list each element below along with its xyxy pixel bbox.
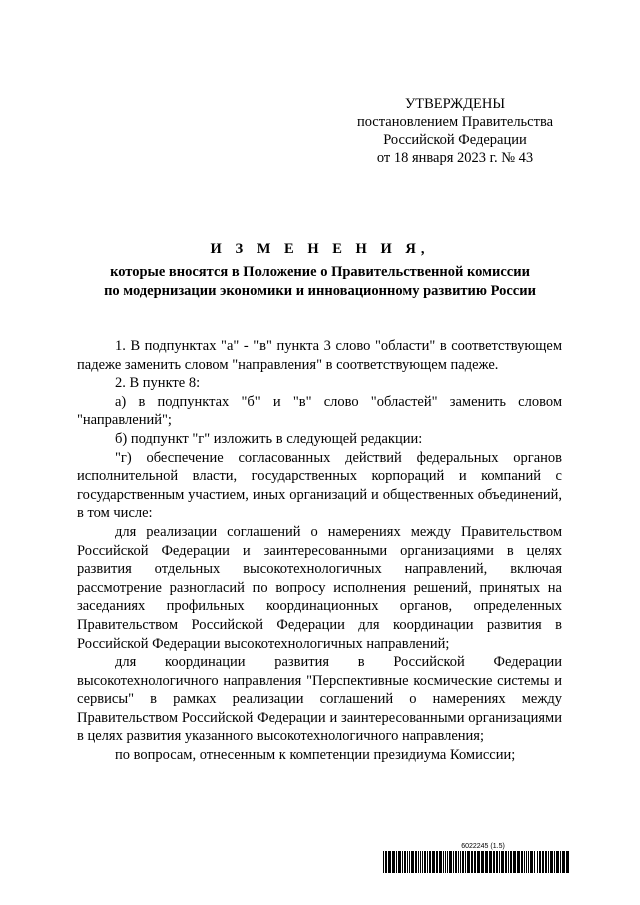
approval-authority: Российской Федерации bbox=[383, 132, 527, 148]
subtitle-line-1: которые вносятся в Положение о Правительственной комиссии bbox=[110, 264, 530, 280]
paragraph-7: для координации развития в Российской Федерации высокотехнологичного направления "Перспективные космические системы и сервисы" в рамках реализации соглашений о намерениях между Правительством Российской Федерации и заинтересованными организациями в целях развития указанного высокотехнологичного направления; bbox=[77, 654, 562, 745]
paragraph-8: по вопросам, отнесенным к компетенции президиума Комиссии; bbox=[115, 747, 516, 764]
subtitle-line-2: по модернизации экономики и инновационному развитию России bbox=[104, 282, 536, 299]
barcode-block bbox=[383, 842, 570, 873]
paragraph-5: "г) обеспечение согласованных действий федеральных органов исполнительной власти, государственных корпораций и компаний с государственным участием, иных организаций и общественных объединений, в том числе: bbox=[77, 449, 562, 522]
document-title: И З М Е Н Е Н И Я, bbox=[210, 241, 430, 257]
approval-date-number: от 18 января 2023 г. № 43 bbox=[376, 150, 534, 166]
approval-stamp bbox=[340, 95, 570, 167]
paragraph-6: для реализации соглашений о намерениях между Правительством Российской Федерации и заинтересованными организациями в целях развития отдельных высокотехнологичных направлений, включая рассмотрение разногласий по вопросу исполнения решений, принятых на заседаниях профильных координационных органов, определенных Правительством Российской Федерации для координации развития в Российской Федерации высокотехнологичных направлений; bbox=[77, 523, 562, 652]
approval-resolution: постановлением Правительства bbox=[356, 114, 554, 130]
barcode-image bbox=[383, 851, 570, 873]
approval-heading: УТВЕРЖДЕНЫ bbox=[404, 96, 506, 112]
document-subtitle bbox=[60, 263, 580, 300]
paragraph-3: а) в подпунктах "б" и "в" слово "областей" заменить словом "направлений"; bbox=[77, 393, 562, 429]
barcode-number: 6022245 (1.5) bbox=[461, 843, 505, 850]
document-body bbox=[77, 337, 562, 765]
paragraph-2: 2. В пункте 8: bbox=[115, 375, 201, 392]
paragraph-4: б) подпункт "г" изложить в следующей редакции: bbox=[115, 430, 423, 447]
paragraph-1: 1. В подпунктах "а" - "в" пункта 3 слово "области" в соответствующем падеже заменить словом "направления" в соответствующем падеже. bbox=[77, 338, 562, 373]
